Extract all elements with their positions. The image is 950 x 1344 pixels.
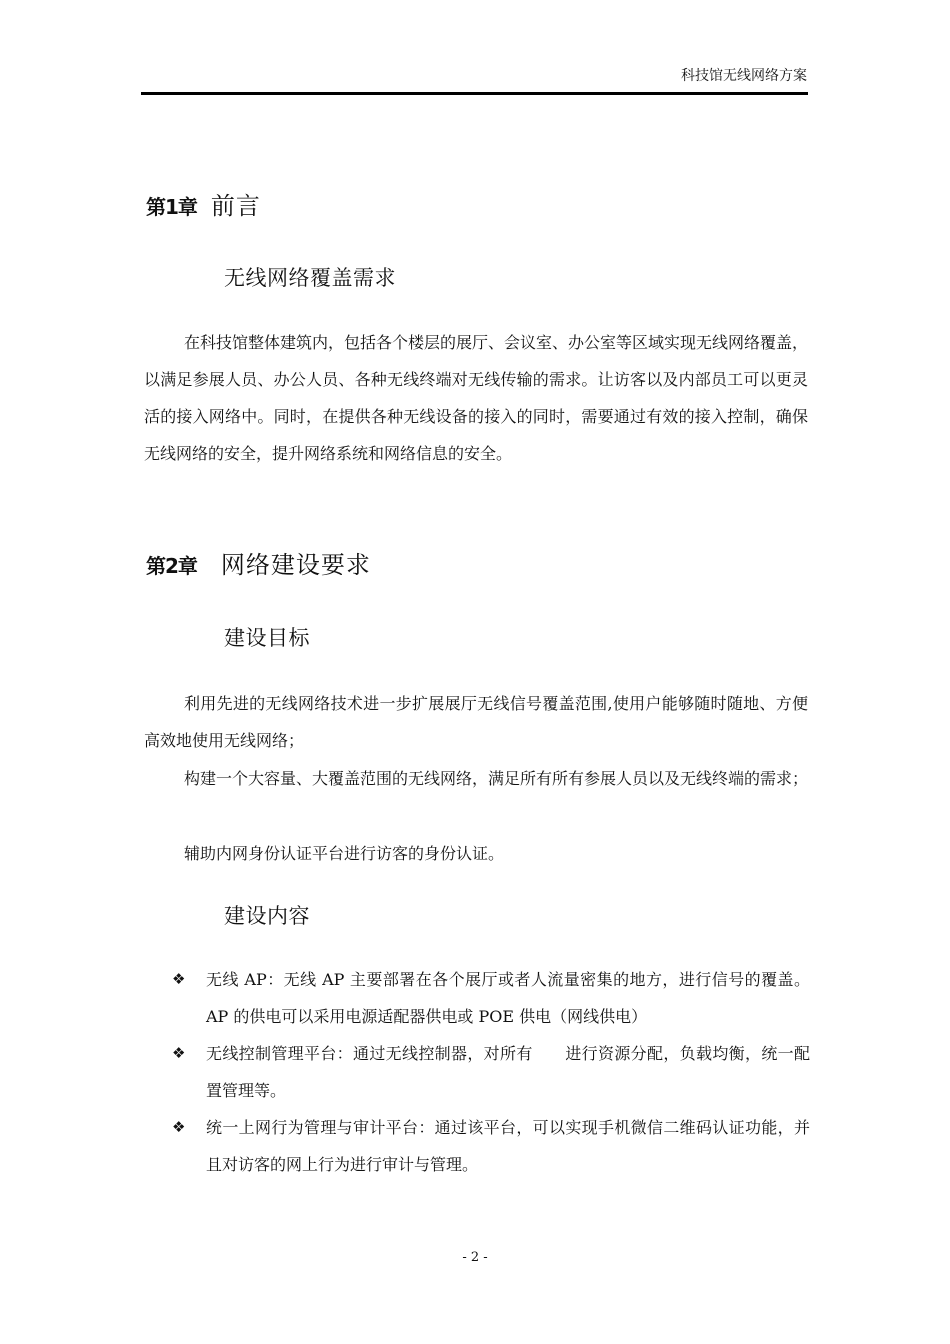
section-title: 建设目标 [224,626,310,650]
section-title: 建设内容 [224,904,310,928]
list-item-text: 无线 AP：无线 AP 主要部署在各个展厅或者人流量密集的地方，进行信号的覆盖。AP 的供电可以采用电源适配器供电或 POE 供电（网线供电） [206,970,810,1026]
chapter-title: 网络建设要求 [220,551,371,579]
header-rule [141,92,808,95]
list-item [170,1035,810,1109]
diamond-bullet-icon: ❖ [172,1118,186,1136]
body-paragraph: 辅助内网身份认证平台进行访客的身份认证。 [184,844,505,863]
chapter-1-heading [146,186,261,221]
list-item-text: 无线控制管理平台：通过无线控制器，对所有 进行资源分配，负载均衡，统一配置管理等。 [206,1044,810,1100]
chapter-title: 前言 [210,192,261,220]
page-header-title: 科技馆无线网络方案 [681,68,807,84]
body-paragraph: 利用先进的无线网络技术进一步扩展展厅无线信号覆盖范围,使用户能够随时随地、方便高效地使用无线网络； [144,694,808,750]
list-item [170,1109,810,1183]
chapter-2-heading [146,545,371,580]
list-item-text: 统一上网行为管理与审计平台：通过该平台，可以实现手机微信二维码认证功能，并且对访客的网上行为进行审计与管理。 [206,1118,810,1174]
diamond-bullet-icon: ❖ [172,970,186,988]
diamond-bullet-icon: ❖ [172,1044,186,1062]
page-number: - 2 - [462,1250,488,1265]
chapter-number: 第2章 [146,554,197,578]
body-paragraph: 构建一个大容量、大覆盖范围的无线网络，满足所有所有参展人员以及无线终端的需求； [184,769,809,788]
bullet-list [170,961,810,1183]
body-paragraph: 在科技馆整体建筑内，包括各个楼层的展厅、会议室、办公室等区域实现无线网络覆盖，以满足参展人员、办公人员、各种无线终端对无线传输的需求。让访客以及内部员工可以更灵活的接入网络中。同时，在提供各种无线设备的接入的同时，需要通过有效的接入控制，确保无线网络的安全，提升网络系统和网络信息的安全。 [144,333,809,463]
section-title: 无线网络覆盖需求 [224,266,396,290]
chapter-number: 第1章 [146,195,197,219]
list-item [170,961,810,1035]
